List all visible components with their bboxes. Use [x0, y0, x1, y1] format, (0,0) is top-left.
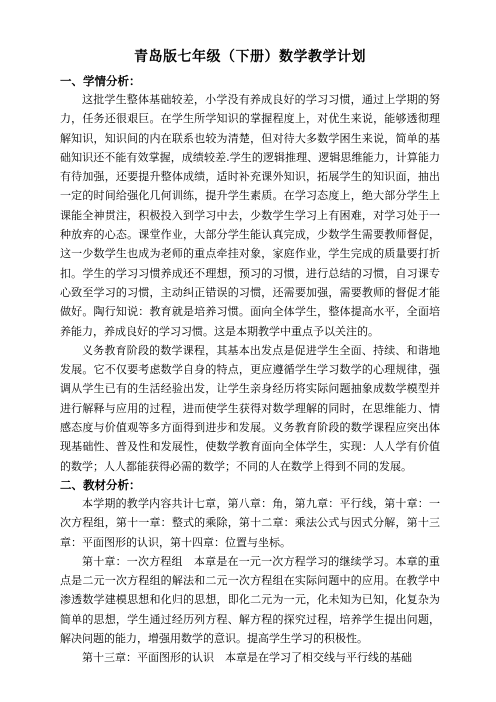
section-heading-learning-analysis: 一、学情分析：: [60, 74, 141, 88]
paragraph-textbook-analysis-1: 本学期的教学内容共计七章，第八章：角，第九章：平行线，第十章：一次方程组，第十一章：整式的乘除，第十二章：乘法公式与因式分解，第十三章：平面图形的认识，第十四章：位置与坐标。: [60, 496, 440, 549]
paragraph-textbook-analysis-2: 第十章：一次方程组 本章是在一元一次方程学习的继续学习。本章的重点是二元一次方程组的解法和二元一次方程组在实际问题中的应用。在教学中渗透数学建模思想和化归的思想，即化二元为一元，化未知为已知，化复杂为简单的思想，学生通过经历列方程、解方程的探究过程，培养学生提出问题，解决问题的能力，增强用数学的意识。提高学生学习的积极性。: [60, 554, 440, 646]
paragraph-learning-analysis-1: 这批学生整体基础较差，小学没有养成良好的学习习惯，通过上学期的努力，任务还很艰巨。在学生所学知识的掌握程度上，对优生来说，能够透彻理解知识，知识间的内在联系也较为清楚，但对待大多数学困生来说，简单的基础知识还不能有效掌握，成绩较差.学生的逻辑推理、逻辑思维能力，计算能力有待加强，还要提升整体成绩，适时补充课外知识，拓展学生的知识面，抽出一定的时间给强化几何训练，提升学生素质。在学习态度上，绝大部分学生上课能全神贯注，积极投入到学习中去，少数学生学习上有困难，对学习处于一种放弃的心态。课堂作业，大部分学生能认真完成，少数学生需要教师督促，这一少数学生也成为老师的重点牵挂对象，家庭作业，学生完成的质量要打折扣。学生的学习习惯养成还不理想，预习的习惯，进行总结的习惯，自习课专心致至学习的习惯，主动纠正错误的习惯，还需要加强，需要教师的督促才能做好。陶行知说：教育就是培养习惯。面向全体学生，整体提高水平，全面培养能力，养成良好的学习习惯。这是本期教学中重点予以关注的。: [60, 93, 440, 338]
paragraph-textbook-analysis-3: 第十三章：平面图形的认识 本章是在学习了相交线与平行线的基础: [82, 651, 412, 665]
section-heading-textbook-analysis: 二、教材分析：: [60, 477, 141, 492]
document-title: 青岛版七年级（下册）数学教学计划: [134, 49, 366, 65]
paragraph-learning-analysis-2: 义务教育阶段的数学课程，其基本出发点是促进学生全面、持续、和谐地发展。它不仅要考虑数学自身的特点，更应遵循学生学习数学的心理规律，强调从学生已有的生活经验出发，让学生亲身经历将实际问题抽象成数学模型并进行解释与应用的过程，进而使学生获得对数学理解的同时，在思维能力、情感态度与价值观等多方面得到进步和发展。义务教育阶段的数学课程应突出体现基础性、普及性和发展性，使数学教育面向全体学生，实现：人人学有价值的数学；人人都能获得必需的数学；不同的人在数学上得到不同的发展。: [60, 343, 440, 473]
